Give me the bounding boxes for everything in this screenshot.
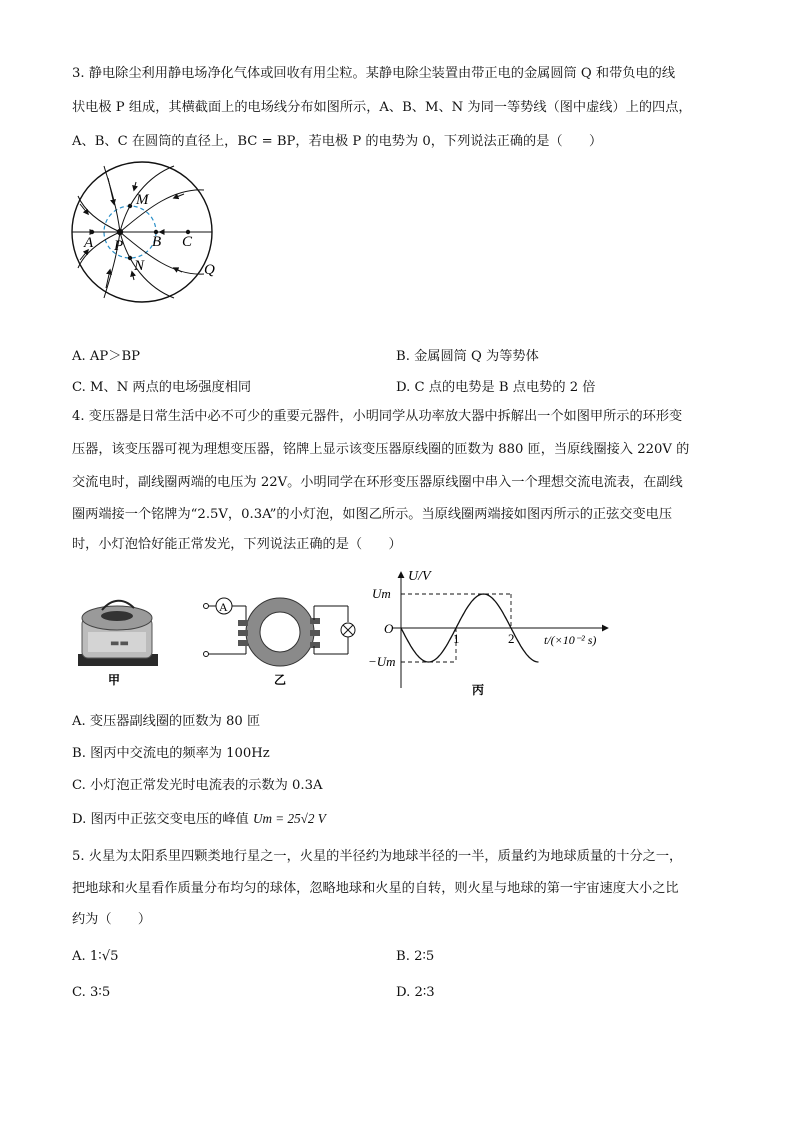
circuit-diagram xyxy=(198,584,368,688)
q5-option-a: A. 1∶√5 xyxy=(72,949,119,964)
q4-line-4: 圈两端接一个铭牌为“2.5V，0.3A”的小灯泡，如图乙所示。当原线圈两端接如图丙所示的正弦交变电压 xyxy=(72,507,673,522)
q4-line-5: 时，小灯泡恰好能正常发光，下列说法正确的是（ ） xyxy=(72,537,402,552)
q4-option-b: B. 图丙中交流电的频率为 100Hz xyxy=(72,746,270,761)
q4-option-d-formula: Um = 25√2 V xyxy=(252,811,326,826)
q5-option-d: D. 2∶3 xyxy=(396,985,435,1000)
tick-neg-um: −Um xyxy=(368,654,396,669)
q4-line-2: 压器，该变压器可视为理想变压器，铭牌上显示该变压器原线圈的匝数为 880 匝，当原线圈接入 220V 的 xyxy=(72,442,690,457)
caption-bing: 丙 xyxy=(472,683,485,697)
q3-line-1: 3. 静电除尘利用静电场净化气体或回收有用尘粒。某静电除尘装置由带正电的金属圆筒 Q 和带负电的线 xyxy=(72,66,676,81)
caption-jia: 甲 xyxy=(108,673,121,687)
ammeter-label: A xyxy=(219,600,228,614)
q4-option-a: A. 变压器副线圈的匝数为 80 匝 xyxy=(72,714,261,729)
label-M: M xyxy=(136,192,149,208)
transformer-photo xyxy=(72,590,162,690)
q4-line-3: 交流电时，副线圈两端的电压为 22V。小明同学在环形变压器原线圈中串入一个理想交流电流表，在副线 xyxy=(72,475,683,490)
svg-text:▬▬: ▬▬ xyxy=(110,638,129,649)
q5-option-c: C. 3∶5 xyxy=(72,985,111,1000)
label-N: N xyxy=(134,258,145,274)
q4-option-d-text: D. 图丙中正弦交变电压的峰值 xyxy=(72,812,253,827)
origin-label: O xyxy=(384,621,394,636)
q3-line-3: A、B、C 在圆筒的直径上，BC = BP，若电极 P 的电势为 0，下列说法正确的是（ ） xyxy=(72,134,603,149)
q5-option-b: B. 2∶5 xyxy=(396,949,435,964)
q3-option-d: D. C 点的电势是 B 点电势的 2 倍 xyxy=(396,380,596,395)
voltage-chart xyxy=(368,566,628,700)
q5-line-3: 约为（ ） xyxy=(72,912,152,927)
label-B: B xyxy=(152,234,162,250)
q3-option-c: C. M、N 两点的电场强度相同 xyxy=(72,380,252,395)
label-Q: Q xyxy=(204,262,215,278)
q4-option-c: C. 小灯泡正常发光时电流表的示数为 0.3A xyxy=(72,778,323,793)
q3-field-figure xyxy=(64,160,224,308)
tick-um: Um xyxy=(372,586,391,601)
q3-line-2: 状电极 P 组成，其横截面上的电场线分布如图所示，A、B、M、N 为同一等势线（图中虚线）上的四点， xyxy=(72,100,692,115)
y-axis-label: U/V xyxy=(408,569,431,584)
q5-line-2: 把地球和火星看作质量分布均匀的球体，忽略地球和火星的自转，则火星与地球的第一宇宙速度大小之比 xyxy=(72,881,679,896)
tick-x-2: 2 xyxy=(508,631,515,646)
label-P: P xyxy=(114,238,124,254)
label-C: C xyxy=(182,234,193,250)
q5-line-1: 5. 火星为太阳系里四颗类地行星之一，火星的半径约为地球半径的一半，质量约为地球质量的十分之一， xyxy=(72,849,683,864)
q4-line-1: 4. 变压器是日常生活中必不可少的重要元器件，小明同学从功率放大器中拆解出一个如图甲所示的环形变 xyxy=(72,409,683,424)
q4-option-d xyxy=(72,810,326,829)
caption-yi: 乙 xyxy=(274,673,287,687)
label-A: A xyxy=(84,235,94,251)
q3-option-a: A. AP＞BP xyxy=(72,349,141,364)
q3-option-b: B. 金属圆筒 Q 为等势体 xyxy=(396,349,539,364)
x-axis-label: t/(×10⁻² s) xyxy=(544,633,597,647)
tick-x-1: 1 xyxy=(453,631,460,646)
